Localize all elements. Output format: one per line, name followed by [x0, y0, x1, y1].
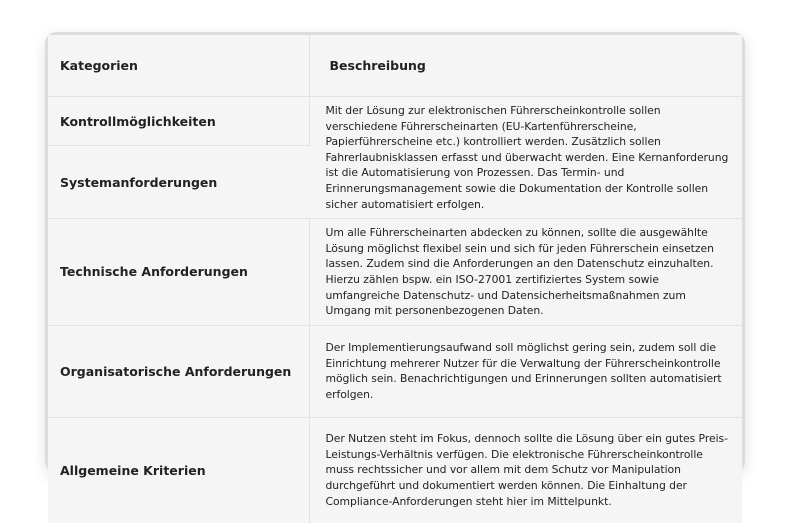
table-row: [48, 219, 742, 326]
table-row: [48, 97, 742, 146]
header-beschreibung: Beschreibung: [309, 35, 742, 97]
requirements-table-card: [45, 32, 745, 508]
category-cell: Technische Anforderungen: [48, 219, 309, 326]
table-row: [48, 417, 742, 523]
table-row: [48, 325, 742, 417]
category-cell: Systemanforderungen: [48, 146, 309, 219]
category-cell: Kontrollmöglichkeiten: [48, 97, 309, 146]
description-cell: Der Implementierungsaufwand soll möglichst gering sein, zudem soll die Einrichtung mehrerer Nutzer für die Verwaltung der Führerscheinkontrolle möglich sein. Benachrichtigungen und Erinnerungen sollten automatisiert erfolgen.: [309, 325, 742, 417]
requirements-table: [48, 35, 742, 523]
table-header-row: [48, 35, 742, 97]
description-cell: Um alle Führerscheinarten abdecken zu können, sollte die ausgewählte Lösung möglichst flexibel sein und sich für jeden Führerschein einsetzen lassen. Zudem sind die Anforderungen an den Datenschutz einzuhalten. Hierzu zählen bspw. ein ISO-27001 zertifiziertes System sowie umfangreiche Datenschutz- und Datensicherheitsmaßnahmen zum Umgang mit personenbezogenen Daten.: [309, 219, 742, 326]
description-cell: Mit der Lösung zur elektronischen Führerscheinkontrolle sollen verschiedene Führerscheinarten (EU-Kartenführerscheine, Papierführerscheine etc.) kontrolliert werden. Zusätzlich sollen Fahrerlaubnisklassen erfasst und überwacht werden. Eine Kernanforderung ist die Automatisierung von Prozessen. Das Termin- und Erinnerungsmanagement sowie die Dokumentation der Kontrolle sollen sicher automatisiert erfolgen.: [309, 97, 742, 219]
header-kategorien: Kategorien: [48, 35, 309, 97]
category-cell: Allgemeine Kriterien: [48, 417, 309, 523]
category-cell: Organisatorische Anforderungen: [48, 325, 309, 417]
description-cell: Der Nutzen steht im Fokus, dennoch sollte die Lösung über ein gutes Preis-Leistungs-Verhältnis verfügen. Die elektronische Führerscheinkontrolle muss rechtssicher und vor allem mit dem Schutz vor Manipulation durchgeführt und dokumentiert werden können. Die Einhaltung der Compliance-Anforderungen steht hier im Mittelpunkt.: [309, 417, 742, 523]
